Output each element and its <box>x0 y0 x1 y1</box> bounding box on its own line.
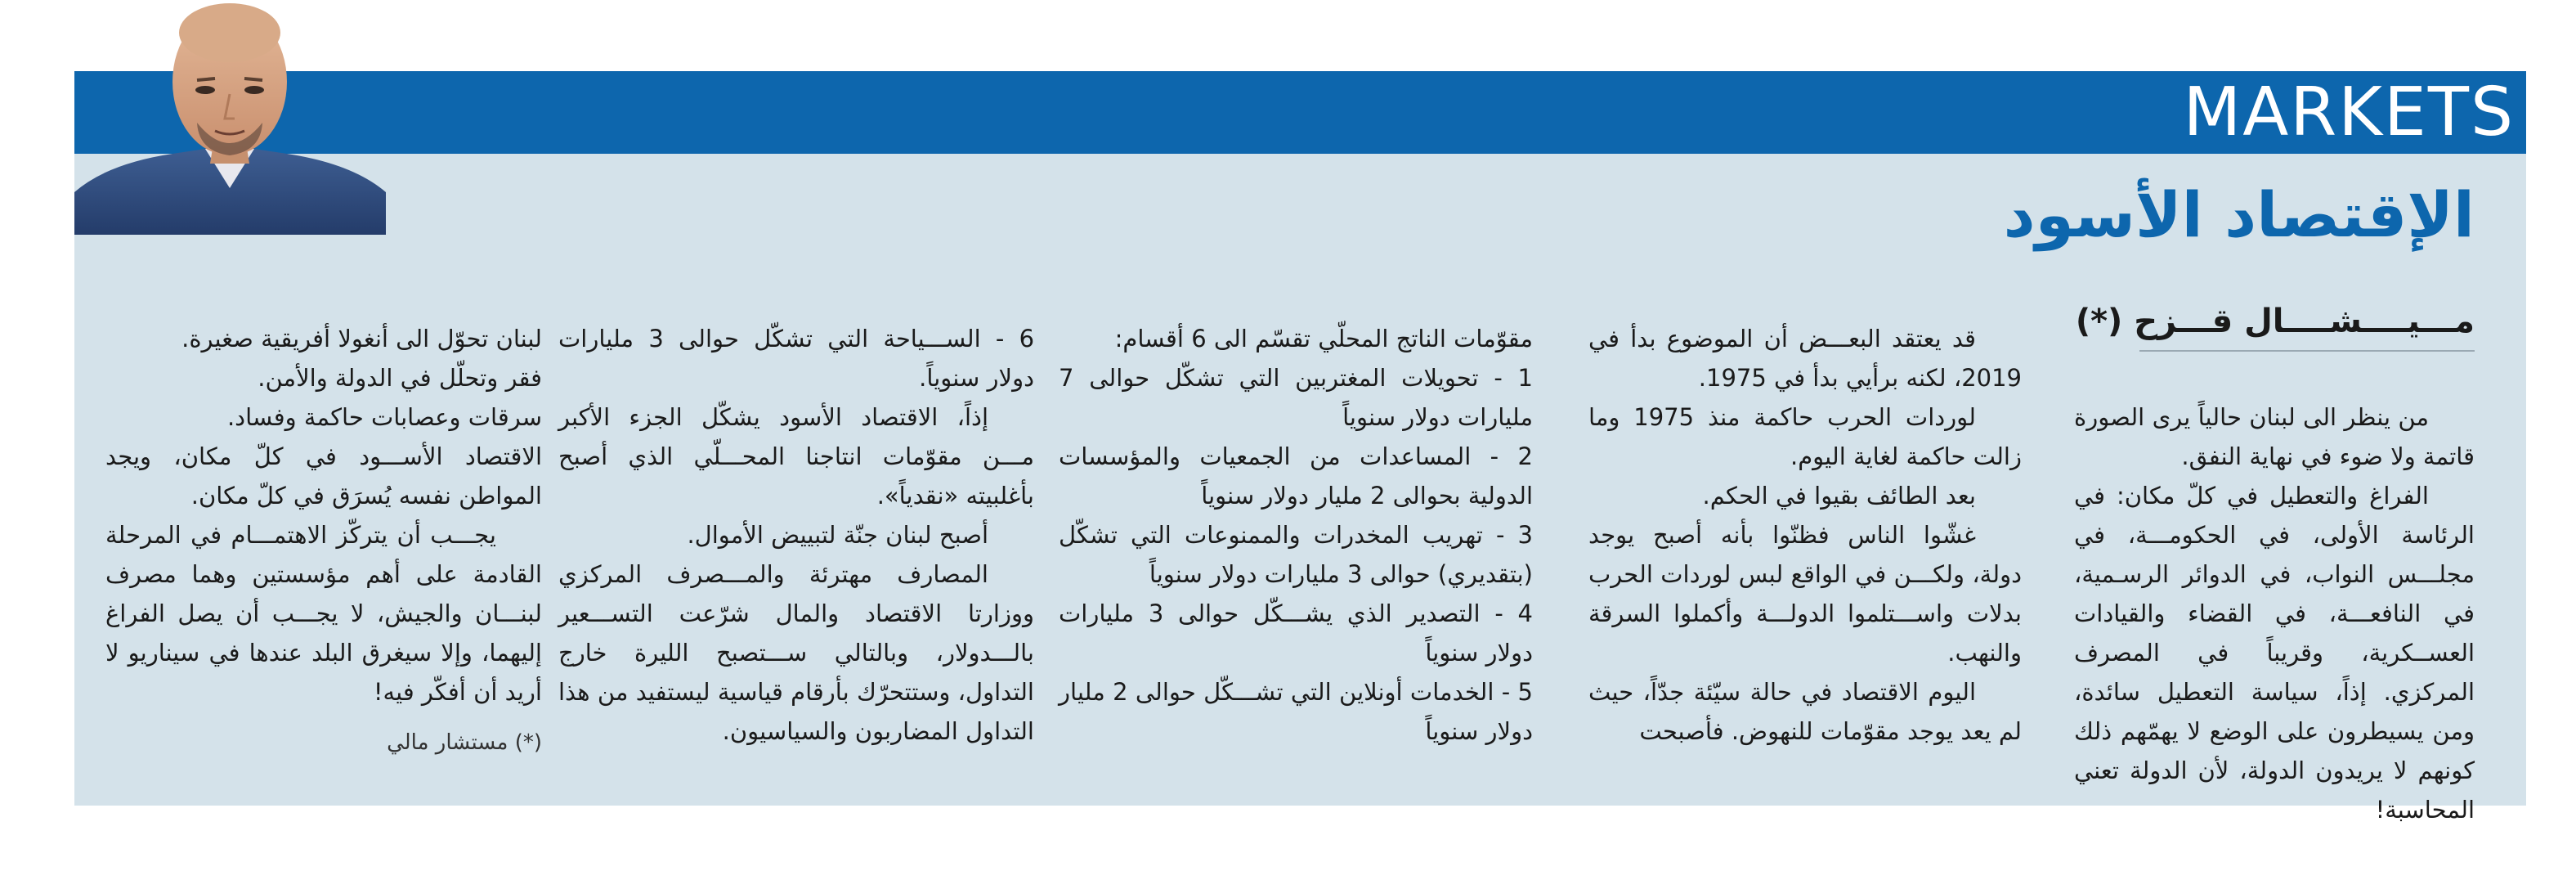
paragraph: الاقتصاد الأســـود في كلّ مكان، ويجد المواطن نفسه يُسرَق في كلّ مكان. <box>105 442 542 510</box>
article-column-1 <box>2074 397 2475 829</box>
list-item: 6 - الســـياحة التي تشكّل حوالى 3 مليارات دولار سنوياً. <box>558 325 1035 392</box>
article-column-5 <box>105 319 542 762</box>
list-item: 4 - التصدير الذي يشـــكّل حوالى 3 مليارات دولار سنوياً <box>1059 599 1533 667</box>
paragraph: الفراغ والتعطيل في كلّ مكان: في الرئاسة الأولى، في الحكومـــة، في مجلـــس النواب، في الدوائر الرسـمية، في النافعـــة، في القضاء والقيادات العســكرية، وقريباً في المصرف المركزي. إذاً، سياسة التعطيل سائدة، ومن يسيطرون على الوضع لا يهمّهم ذلك كونهم لا يريدون الدولة، لأن الدولة تعني المحاسبة! <box>2074 482 2475 824</box>
paragraph: من ينظر الى لبنان حالياً يرى الصورة قاتمة ولا ضوء في نهاية النفق. <box>2074 403 2475 470</box>
paragraph: يجـــب أن يتركّز الاهتمـــام في المرحلة القادمة على أهم مؤسستين وهما مصرف لبنـــان والجيش، لا يجـــب أن يصل الفراغ إليهما، وإلا سيغرق البلد عندها في سيناريو لا أريد أن أفكّر فيه! <box>105 521 542 706</box>
paragraph: بعد الطائف بقيوا في الحكم. <box>1702 482 1976 510</box>
author-photo <box>74 0 386 235</box>
article-column-2 <box>1588 319 2022 751</box>
paragraph: إذاً، الاقتصاد الأسود يشكّل الجزء الأكبر مـــن مقوّمات انتاجنا المحـــلّي الذي أصبح بأغلبيته «نقدياً». <box>558 403 1034 510</box>
paragraph: اليوم الاقتصاد في حالة سيّئة جدّاً، حيث لم يعد يوجد مقوّمات للنهوض. فأصبحت <box>1588 678 2022 745</box>
article-column-3 <box>1059 319 1533 751</box>
author-byline: مـــيــــشــــال قـــزح (*) <box>2139 303 2475 352</box>
article-column-4 <box>558 319 1034 751</box>
paragraph: لوردات الحرب حاكمة منذ 1975 وما زالت حاكمة لغاية اليوم. <box>1588 403 2022 470</box>
header-bar <box>74 71 2526 154</box>
paragraph: قد يعتقد البعـــض أن الموضوع بدأ في 2019، لكنه برأيي بدأ في 1975. <box>1588 325 2022 392</box>
paragraph: فقر وتحلّل في الدولة والأمن. <box>258 364 542 392</box>
author-footnote: (*) مستشار مالي <box>387 730 542 755</box>
list-item: 5 - الخدمات أونلاين التي تشـــكّل حوالى 2 مليار دولار سنوياً <box>1059 678 1533 745</box>
headline: الإقتصاد الأسود <box>2003 178 2475 251</box>
list-item: 2 - المساعدات من الجمعيات والمؤسسات الدولية بحوالى 2 مليار دولار سنوياً <box>1059 442 1533 510</box>
paragraph: المصارف مهترئة والمـــصرف المركزي ووزارتا الاقتصاد والمال شرّعت التســـعير بالـــدولار، وبالتالي ســـتصبح الليرة خارج التداول، وستتحرّك بأرقام قياسية ليستفيد من هذا التداول المضاربون والسياسيون. <box>558 560 1034 745</box>
list-item: 3 - تهريب المخدرات والممنوعات التي تشكّل (بتقديري) حوالى 3 مليارات دولار سنوياً <box>1059 521 1533 588</box>
paragraph: لبنان تحوّل الى أنغولا أفريقية صغيرة. <box>181 325 542 352</box>
paragraph: سرقات وعصابات حاكمة وفساد. <box>226 403 542 431</box>
paragraph: أصبح لبنان جنّة لتبييض الأموال. <box>687 521 988 549</box>
list-item: 1 - تحويلات المغتربين التي تشكّل حوالى 7 مليارات دولار سنوياً <box>1059 364 1533 431</box>
section-label: MARKETS <box>2183 74 2515 151</box>
author-portrait-image <box>74 0 386 235</box>
paragraph: مقوّمات الناتج المحلّي تقسّم الى 6 أقسام: <box>1114 325 1533 352</box>
paragraph: غشّوا الناس فظنّوا بأنه أصبح يوجد دولة، ولكـــن في الواقع لبس لوردات الحرب بدلات واســـتلموا الدولـــة وأكملوا السرقة والنهب. <box>1588 521 2022 667</box>
